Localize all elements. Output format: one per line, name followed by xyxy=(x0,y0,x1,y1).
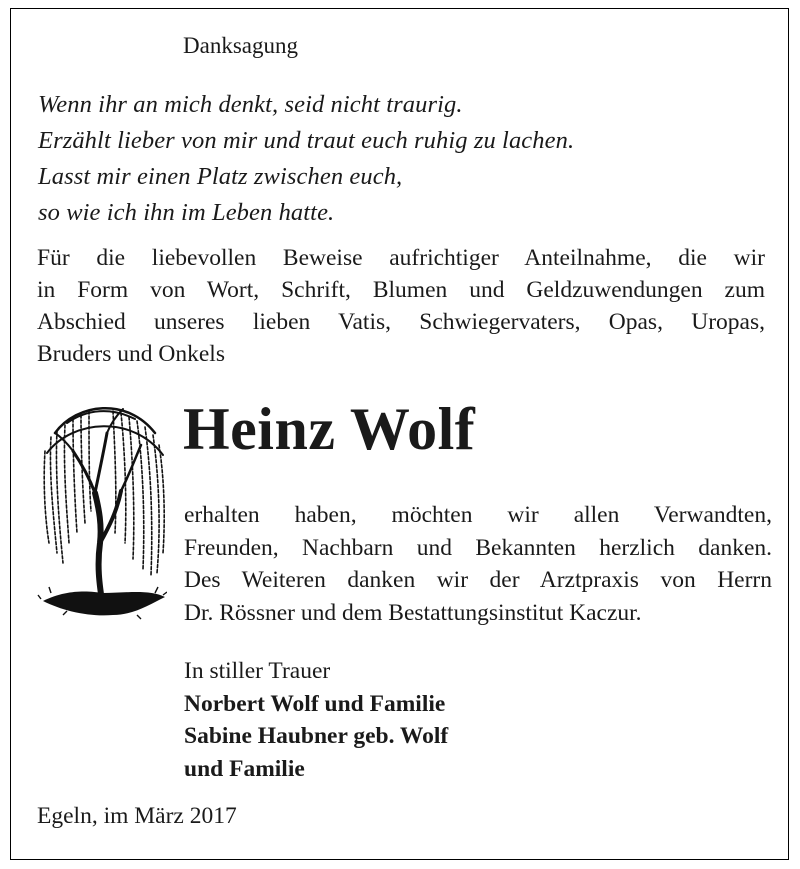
signatory: Sabine Haubner geb. Wolf xyxy=(184,723,449,749)
thanks-line: erhalten haben, möchten wir allen Verwandten, xyxy=(184,502,772,528)
thanks-line: Des Weiteren danken wir der Arztpraxis von Herrn xyxy=(184,567,772,593)
weeping-willow-icon xyxy=(37,393,167,629)
place-date: Egeln, im März 2017 xyxy=(37,803,237,829)
thanks-line: Freunden, Nachbarn und Bekannten herzlich danken. xyxy=(184,534,772,561)
obituary-notice xyxy=(10,8,789,860)
signatory: und Familie xyxy=(184,755,305,782)
poem xyxy=(38,87,574,231)
intro-line: in Form von Wort, Schrift, Blumen und Geldzuwendungen zum xyxy=(37,277,765,303)
notice-heading: Danksagung xyxy=(183,33,298,58)
mourning-intro: In stiller Trauer xyxy=(184,658,331,684)
intro-line: Bruders und Onkels xyxy=(37,341,225,367)
intro-line: Abschied unseres lieben Vatis, Schwiegervaters, Opas, Uropas, xyxy=(37,309,765,335)
deceased-name: Heinz Wolf xyxy=(183,396,476,462)
intro-line: Für die liebevollen Beweise aufrichtiger Anteilnahme, die wir xyxy=(37,245,765,271)
poem-line: so wie ich ihn im Leben hatte. xyxy=(38,199,335,226)
poem-line: Erzählt lieber von mir und traut euch ruhig zu lachen. xyxy=(38,127,575,154)
thanks-paragraph xyxy=(184,499,772,629)
signatory: Norbert Wolf und Familie xyxy=(184,690,446,717)
thanks-line: Dr. Rössner und dem Bestattungsinstitut Kaczur. xyxy=(184,599,642,626)
poem-line: Wenn ihr an mich denkt, seid nicht traurig. xyxy=(38,91,463,118)
mourning-block xyxy=(184,655,448,785)
intro-paragraph xyxy=(37,242,765,370)
poem-line: Lasst mir einen Platz zwischen euch, xyxy=(38,163,403,190)
